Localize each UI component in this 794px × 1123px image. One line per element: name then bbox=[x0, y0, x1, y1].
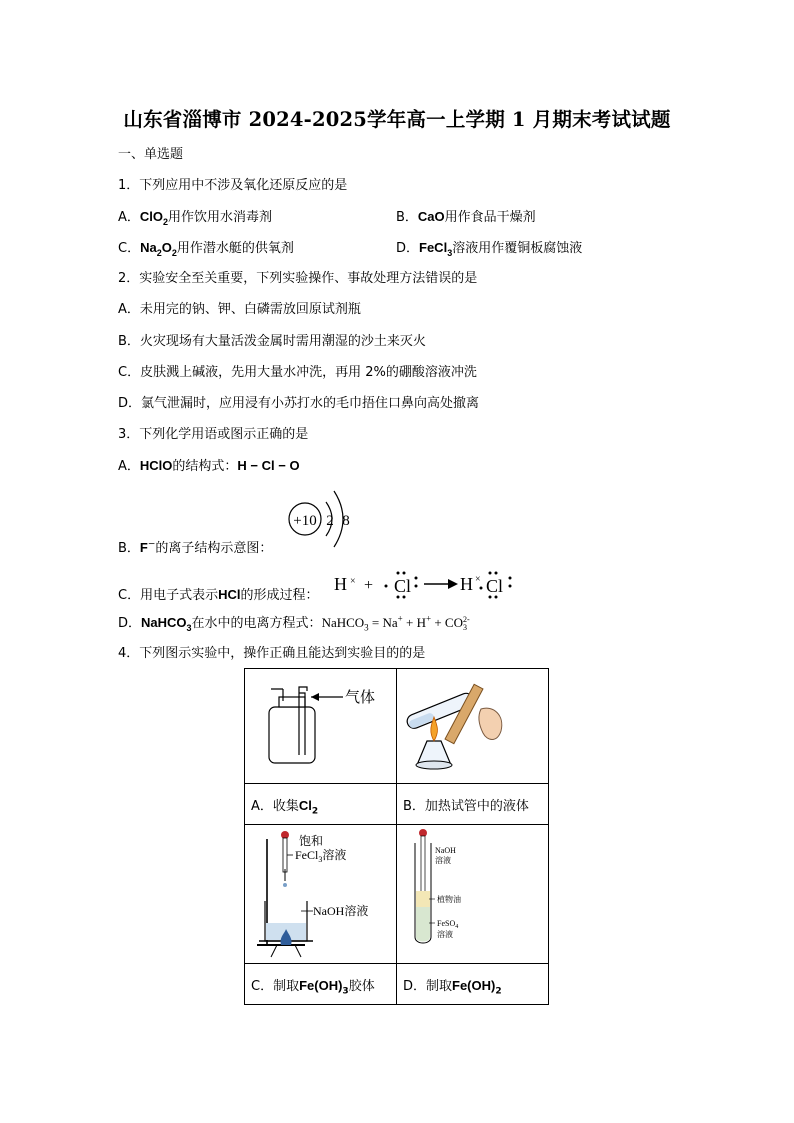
q4-image-c bbox=[245, 825, 397, 964]
q1-c-chem1: Na bbox=[140, 240, 157, 255]
q4-image-a bbox=[245, 669, 397, 784]
q1-c-chem2: O bbox=[161, 240, 172, 255]
fluoride-ion-diagram bbox=[286, 486, 360, 552]
q1-a-sub: 2 bbox=[163, 216, 169, 227]
q3-option-a bbox=[118, 457, 300, 476]
q1-c-sub1: 2 bbox=[156, 247, 162, 258]
gas-bottle-figure bbox=[245, 669, 395, 779]
label-naoh: NaOH溶液 bbox=[313, 904, 369, 918]
q3-d-sub: 3 bbox=[186, 622, 192, 633]
q3-a-chem: HClO bbox=[139, 458, 173, 473]
q1-stem: 1．下列应用中不涉及氧化还原反应的是 bbox=[118, 178, 348, 193]
q3-a-formula: H − Cl − O bbox=[237, 458, 300, 473]
label-oil: 植物油 bbox=[437, 895, 461, 904]
q2-option-a: A．未用完的钠、钾、白磷需放回原试剂瓶 bbox=[118, 302, 361, 317]
hand bbox=[479, 708, 502, 739]
oil-layer bbox=[416, 891, 430, 907]
arrow-head bbox=[448, 579, 458, 589]
q4-caption-c: C．制取$Fe(OH)_3$胶体 bbox=[245, 964, 397, 1005]
q1-c-text: 用作潜水艇的供氧剂 bbox=[176, 241, 294, 256]
plus-sign: + bbox=[364, 577, 374, 594]
q3-option-c bbox=[118, 586, 318, 605]
q1-b-text: 用作食品干燥剂 bbox=[444, 210, 536, 225]
q4-stem: 4．下列图示实验中，操作正确且能达到实验目的的是 bbox=[118, 646, 426, 661]
q4-caption-d: D．制取$Fe(OH)_2$ bbox=[397, 964, 549, 1005]
label-solution-1: 溶液 bbox=[435, 856, 451, 865]
q1-d-label: D． bbox=[396, 241, 420, 256]
shell-1-electrons: 2 bbox=[326, 513, 334, 529]
q1-c-sub2: 2 bbox=[171, 247, 177, 258]
colloid-setup-figure bbox=[245, 825, 395, 959]
q3-c-text: 的形成过程： bbox=[240, 588, 319, 603]
q1-b-label: B． bbox=[396, 210, 418, 225]
q3-d-text: 在水中的电离方程式： bbox=[191, 616, 322, 631]
q4-caption-b: B．加热试管中的液体 bbox=[397, 784, 549, 825]
q1-a-text: 用作饮用水消毒剂 bbox=[168, 210, 273, 225]
section-heading: 一、单选题 bbox=[118, 147, 184, 162]
q1-d-chem: FeCl bbox=[419, 240, 448, 255]
label-fecl3: FeCl$_3$溶液 bbox=[295, 848, 347, 864]
q1-option-d bbox=[396, 239, 582, 258]
q2-option-b: B．火灾现场有大量活泼金属时需用潮湿的沙土来灭火 bbox=[118, 334, 426, 349]
h-atom: H bbox=[334, 574, 347, 594]
q3-a-label: A． bbox=[118, 459, 140, 474]
gas-bottle bbox=[269, 707, 315, 763]
q2-stem: 2．实验安全至关重要，下列实验操作、事故处理方法错误的是 bbox=[118, 271, 478, 286]
q4-image-d bbox=[397, 825, 549, 964]
q1-a-label: A． bbox=[118, 210, 140, 225]
ionization-equation: NaHCO$_3$ = Na+ + H+ + CO 2- 3 bbox=[321, 613, 470, 633]
q3-a-text: 的结构式： bbox=[172, 459, 238, 474]
cl-atom-product: Cl bbox=[486, 576, 504, 596]
q2-option-c: C．皮肤溅上碱液，先用大量水冲洗，再用 2%的硼酸溶液冲洗 bbox=[118, 365, 477, 380]
q3-b-ion: F bbox=[139, 540, 148, 555]
q3-d-label: D． bbox=[118, 616, 142, 631]
nucleus-charge: +10 bbox=[293, 513, 317, 529]
ferrous-hydroxide-setup-figure bbox=[397, 825, 547, 959]
q4-image-b bbox=[397, 669, 549, 784]
gas-label: 气体 bbox=[345, 690, 376, 706]
label-feso4: FeSO$_4$ bbox=[437, 919, 459, 930]
q1-d-sub: 3 bbox=[447, 247, 453, 258]
cl-atom: Cl bbox=[394, 576, 412, 596]
h-atom-product: H bbox=[460, 574, 473, 594]
q3-c-label: C．用电子式表示 bbox=[118, 588, 219, 603]
dropper bbox=[283, 838, 287, 872]
q1-option-b bbox=[396, 208, 536, 227]
feso4-layer bbox=[416, 907, 430, 942]
q3-option-b bbox=[118, 539, 272, 558]
h-electron: × bbox=[350, 576, 356, 587]
page-title: 山东省淄博市 2024-2025学年高一上学期 1 月期末考试试题 bbox=[123, 108, 671, 131]
q3-c-chem: HCl bbox=[218, 587, 241, 602]
q3-b-sup: − bbox=[147, 539, 156, 550]
q4-options-table bbox=[244, 668, 549, 1005]
shell-2-electrons: 8 bbox=[342, 513, 350, 529]
q1-c-label: C． bbox=[118, 241, 141, 256]
label-solution-2: 溶液 bbox=[437, 930, 453, 939]
q4-caption-a: A．收集$Cl_2$ bbox=[245, 784, 397, 825]
q1-a-chem: ClO bbox=[139, 209, 164, 224]
q1-option-c bbox=[118, 239, 294, 258]
label-saturated: 饱和 bbox=[299, 834, 324, 848]
q1-option-a bbox=[118, 208, 272, 227]
q1-b-chem: CaO bbox=[417, 209, 445, 224]
q3-stem: 3．下列化学用语或图示正确的是 bbox=[118, 427, 309, 442]
q3-d-chem: NaHCO bbox=[141, 615, 187, 630]
q1-d-text: 溶液用作覆铜板腐蚀液 bbox=[452, 241, 583, 256]
drop bbox=[283, 883, 287, 887]
q3-option-d bbox=[118, 614, 470, 633]
shared-electron: × bbox=[475, 574, 481, 585]
q3-b-text: 的离子结构示意图： bbox=[155, 541, 273, 556]
heating-test-tube-figure bbox=[397, 669, 547, 779]
q2-option-d: D．氯气泄漏时，应用浸有小苏打水的毛巾捂住口鼻向高处撤离 bbox=[118, 396, 480, 411]
q3-b-label: B． bbox=[118, 541, 140, 556]
hcl-electron-formula bbox=[330, 566, 530, 602]
label-naoh-d: NaOH bbox=[435, 846, 456, 855]
